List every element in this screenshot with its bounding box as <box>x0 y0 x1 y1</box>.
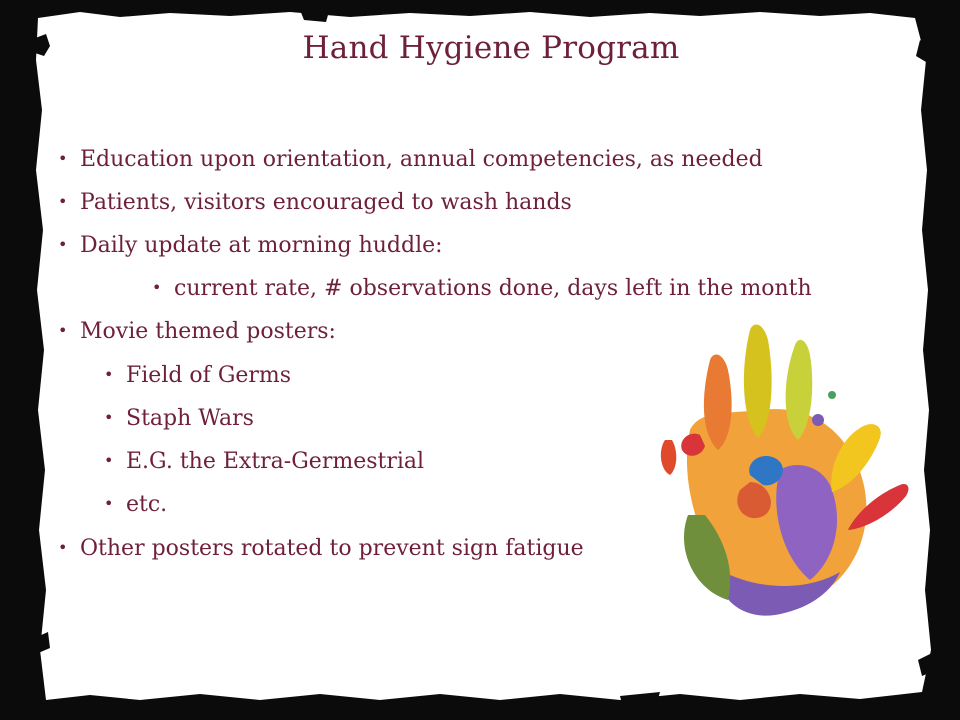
bullet-item <box>58 535 584 562</box>
bullet-dot: • <box>152 278 162 297</box>
bullet-dot: • <box>104 494 114 513</box>
bullet-text: Field of Germs <box>126 363 292 388</box>
bullet-item <box>58 232 443 259</box>
bullet-dot: • <box>104 451 114 470</box>
bullet-text: Patients, visitors encouraged to wash hands <box>80 190 572 215</box>
bullet-dot: • <box>58 192 68 211</box>
bullet-text: Education upon orientation, annual competencies, as needed <box>80 147 763 172</box>
painted-handprint-image <box>600 310 950 650</box>
bullet-item <box>58 146 763 173</box>
bullet-text: E.G. the Extra-Germestrial <box>126 449 425 474</box>
bullet-text: Other posters rotated to prevent sign fatigue <box>80 536 584 561</box>
bullet-text: etc. <box>126 492 168 517</box>
bullet-dot: • <box>58 149 68 168</box>
bullet-dot: • <box>104 365 114 384</box>
bullet-text: Staph Wars <box>126 406 254 431</box>
bullet-item <box>58 189 572 216</box>
bullet-item-sub <box>104 405 254 432</box>
bullet-item <box>58 318 336 345</box>
bullet-text: Daily update at morning huddle: <box>80 233 443 258</box>
bullet-dot: • <box>104 408 114 427</box>
bullet-item-sub <box>104 362 291 389</box>
bullet-dot: • <box>58 321 68 340</box>
bullet-item-sub <box>152 275 812 302</box>
bullet-text: Movie themed posters: <box>80 319 336 344</box>
bullet-dot: • <box>58 538 68 557</box>
bullet-dot: • <box>58 235 68 254</box>
handprint-icon <box>661 325 909 616</box>
slide-title: Hand Hygiene Program <box>302 30 680 66</box>
bullet-text: current rate, # observations done, days left in the month <box>174 276 812 301</box>
bullet-item-sub <box>104 448 424 475</box>
bullet-item-sub <box>104 491 167 518</box>
